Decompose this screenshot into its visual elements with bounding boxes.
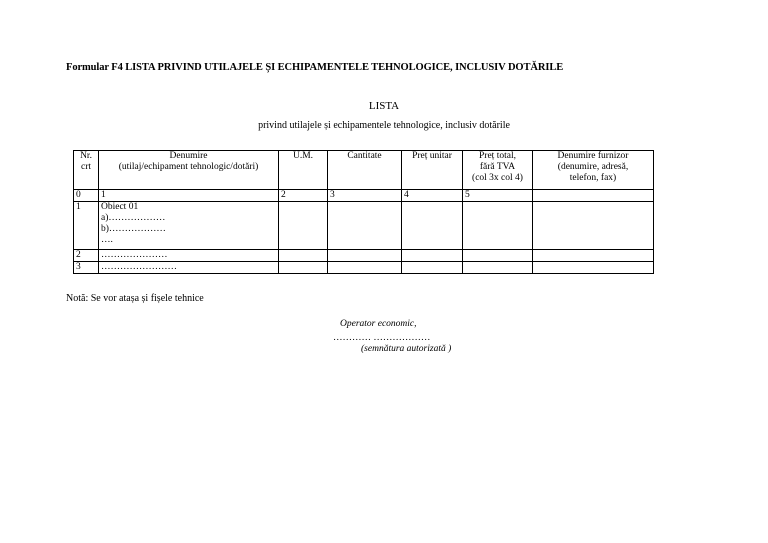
form-title: Formular F4 LISTA PRIVIND UTILAJELE ȘI ECHIPAMENTELE TEHNOLOGICE, INCLUSIV DOTĂRILE bbox=[66, 62, 564, 73]
empty-cell bbox=[328, 250, 402, 262]
empty-cell bbox=[279, 202, 328, 250]
signature-operator: Operator economic, bbox=[340, 319, 417, 329]
empty-cell bbox=[279, 262, 328, 274]
column-number-row bbox=[74, 190, 654, 202]
header-nr-line2: crt bbox=[80, 162, 92, 172]
row-denumire-line: a)……………… bbox=[101, 213, 166, 223]
header-pret-unitar: Preț unitar bbox=[402, 151, 463, 190]
empty-cell bbox=[463, 262, 533, 274]
header-denumire-line1: Denumire bbox=[169, 151, 208, 161]
header-furnizor-line1: Denumire furnizor bbox=[557, 151, 629, 161]
empty-cell bbox=[533, 202, 654, 250]
empty-cell bbox=[328, 262, 402, 274]
header-furnizor-line3: telefon, fax) bbox=[569, 173, 617, 183]
header-pret-total-line1: Preț total, bbox=[479, 151, 516, 161]
colnum-cell: 0 bbox=[74, 190, 99, 202]
header-pret-total-line2: fără TVA bbox=[479, 162, 516, 172]
header-furnizor-line2: (denumire, adresă, bbox=[557, 162, 629, 172]
row-nr: 2 bbox=[74, 250, 99, 262]
empty-cell bbox=[533, 250, 654, 262]
row-denumire-line: Obiect 01 bbox=[101, 202, 139, 212]
header-nr-line1: Nr. bbox=[80, 151, 92, 161]
empty-cell bbox=[402, 262, 463, 274]
header-pret-total bbox=[463, 151, 533, 190]
empty-cell bbox=[463, 250, 533, 262]
row-nr: 1 bbox=[74, 202, 99, 250]
note-text: Notă: Se vor atașa și fișele tehnice bbox=[66, 293, 204, 304]
table-row bbox=[74, 262, 654, 274]
colnum-cell: 5 bbox=[463, 190, 533, 202]
signature-dots: ………… ……………… bbox=[333, 333, 431, 343]
colnum-cell: 2 bbox=[279, 190, 328, 202]
row-nr: 3 bbox=[74, 262, 99, 274]
equipment-table bbox=[73, 150, 654, 274]
header-denumire bbox=[99, 151, 279, 190]
header-denumire-line2: (utilaj/echipament tehnologic/dotări) bbox=[118, 162, 259, 172]
row-denumire: ………………… bbox=[99, 250, 279, 262]
list-title: LISTA bbox=[368, 100, 400, 112]
table-row bbox=[74, 250, 654, 262]
table-header-row bbox=[74, 151, 654, 190]
empty-cell bbox=[533, 262, 654, 274]
list-subtitle: privind utilajele și echipamentele tehnologice, inclusiv dotările bbox=[258, 120, 510, 131]
empty-cell bbox=[279, 250, 328, 262]
table-row bbox=[74, 202, 654, 250]
header-furnizor bbox=[533, 151, 654, 190]
row-denumire-line: b)……………… bbox=[101, 224, 166, 234]
empty-cell bbox=[402, 250, 463, 262]
empty-cell bbox=[463, 202, 533, 250]
empty-cell bbox=[328, 202, 402, 250]
row-denumire-line: …. bbox=[101, 235, 113, 245]
row-denumire bbox=[99, 202, 279, 250]
colnum-cell: 4 bbox=[402, 190, 463, 202]
colnum-cell: 3 bbox=[328, 190, 402, 202]
colnum-cell: 1 bbox=[99, 190, 279, 202]
header-cantitate: Cantitate bbox=[328, 151, 402, 190]
header-um: U.M. bbox=[279, 151, 328, 190]
colnum-cell bbox=[533, 190, 654, 202]
row-denumire: …………………… bbox=[99, 262, 279, 274]
empty-cell bbox=[402, 202, 463, 250]
signature-caption: (semnătura autorizată ) bbox=[361, 344, 452, 354]
header-nr bbox=[74, 151, 99, 190]
header-pret-total-line3: (col 3x col 4) bbox=[472, 173, 523, 183]
